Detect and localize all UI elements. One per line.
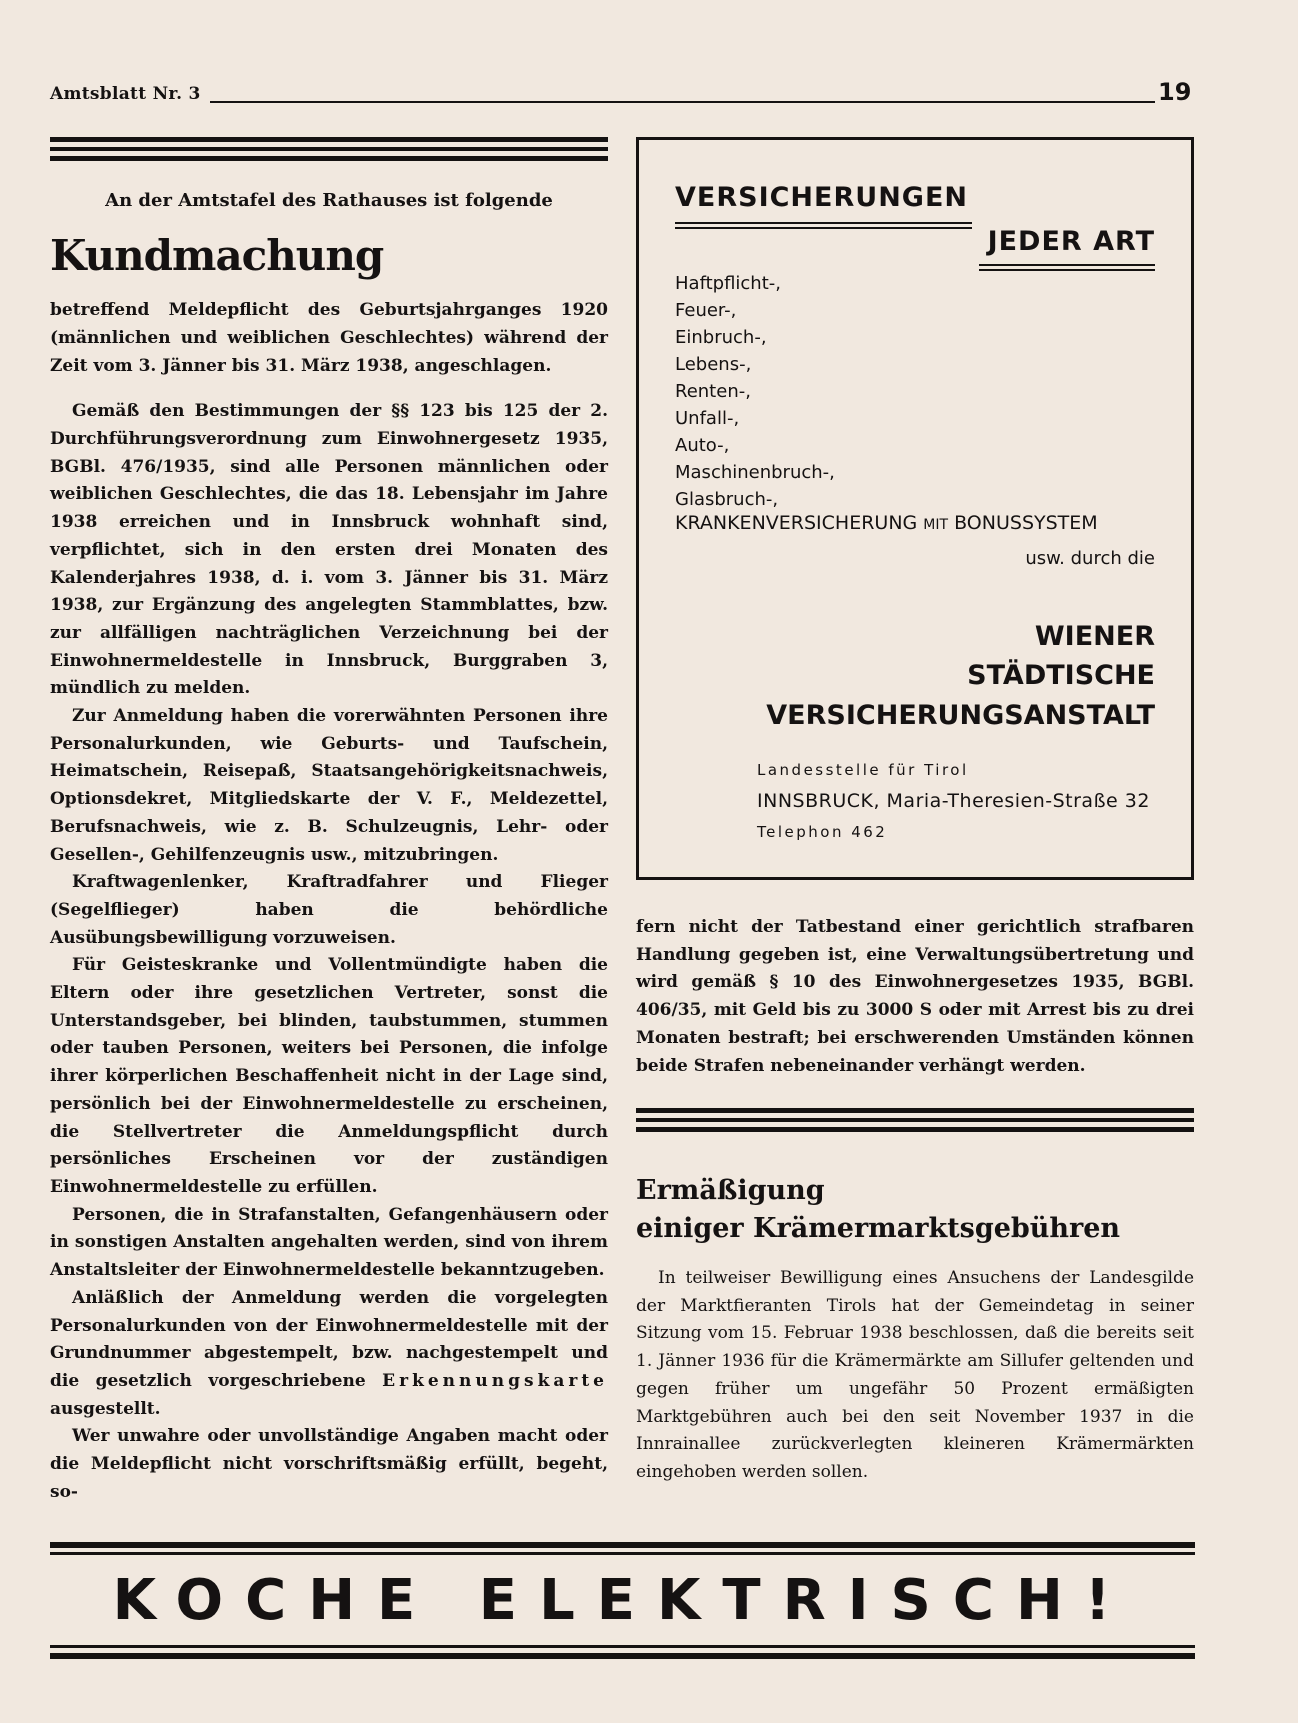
header-rule — [210, 101, 1155, 103]
page-number: 19 — [1158, 78, 1192, 106]
ad-list-item: Glasbruch-, — [675, 489, 779, 510]
right-divider-rule — [636, 1108, 1194, 1132]
ad-subtitle: JEDER ART — [987, 226, 1155, 257]
ad-list-item: Auto-, — [675, 435, 730, 456]
article-paragraph: fern nicht der Tatbestand einer gerichtlich strafbaren Handlung gegeben ist, eine Verwaltungsübertretung und wird gemäß § 10 des Einwohnergesetzes 1935, BGBl. 406/35, mit Geld bis zu 3000 S oder mit Arrest bis zu drei Monaten bestraft; bei erschwerenden Umständen können beide Strafen nebeneinander verhängt werden. — [636, 917, 1194, 1076]
article-intro: An der Amtstafel des Rathauses ist folgende — [105, 190, 553, 211]
bottom-rule-bottom — [50, 1645, 1195, 1659]
article-paragraph: In teilweiser Bewilligung eines Ansuchens der Landesgilde der Marktfieranten Tirols hat der Gemeindetag in seiner Sitzung vom 15. Februar 1938 beschlossen, daß die bereits seit 1. Jänner 1936 für die Krämermärkte am Sillufer geltenden und gegen früher um ungefähr 50 Prozent ermäßigten Marktgebühren auch bei den seit November 1937 in die Innrainallee zurückverlegten kleineren Krämermärkten eingehoben werden sollen. — [636, 1268, 1194, 1482]
ad-list-item: Einbruch-, — [675, 327, 767, 348]
article-paragraph: Wer unwahre oder unvollständige Angaben macht oder die Meldepflicht nicht vorschriftsmäßig erfüllt, begeht, so- — [50, 1426, 608, 1502]
ad-kranken-text: BONUSSYSTEM — [948, 512, 1098, 534]
ad-list-item: Lebens-, — [675, 354, 752, 375]
ad-kranken-mit: MIT — [923, 517, 949, 533]
ad-insurance-list — [675, 270, 835, 513]
ad-title: VERSICHERUNGEN — [675, 182, 968, 213]
bottom-rule-top — [50, 1542, 1195, 1556]
article-text-spaced: Erkennungskarte — [382, 1370, 608, 1391]
article-body — [636, 1265, 1194, 1487]
article-title: Ermäßigung — [636, 1175, 825, 1206]
article-paragraph: Für Geisteskranke und Vollentmündigte haben die Eltern oder ihre gesetzlichen Vertreter, sonst die Unterstandsgeber, bei blinden, taubstummen, stummen oder tauben Personen, weiters bei Personen, die infolge ihrer körperlichen Beschaffenheit nicht in der Lage sind, persönlich bei der Einwohnermeldestelle zu erscheinen, die Stellvertreter die Anmeldungspflicht durch persönliches Erscheinen vor der zuständigen Einwohnermeldestelle zu erfüllen. — [50, 955, 608, 1197]
slogan: KOCHE ELEKTRISCH! — [112, 1568, 1133, 1633]
article-text: Anläßlich der Anmeldung werden die vorgelegten Personalurkunden von der Einwohnermeldestelle mit der Grundnummer abgestempelt, bzw. nachgestempelt und die gesetzlich vorgeschriebene — [50, 1287, 608, 1391]
article-paragraph: Zur Anmeldung haben die vorerwähnten Personen ihre Personalurkunden, wie Geburts- und Taufschein, Heimatschein, Reisepaß, Staatsangehörigkeitsnachweis, Optionsdekret, Mitgliedskarte der V. F., Meldezettel, Berufsnachweis, wie z. B. Schulzeugnis, Lehr- oder Gesellen-, Gehilfenzeugnis usw., mitzubringen. — [50, 706, 608, 865]
header-publication: Amtsblatt Nr. 3 — [50, 84, 201, 104]
left-top-rule — [50, 137, 608, 161]
ad-company-line: STÄDTISCHE — [967, 660, 1155, 691]
article-subtitle: einiger Krämermarktsgebühren — [636, 1213, 1121, 1244]
article-paragraph: Personen, die in Strafanstalten, Gefangenhäusern oder in sonstigen Anstalten angehalten werden, sind von ihrem Anstaltsleiter der Einwohnermeldestelle bekanntzugeben. — [50, 1204, 608, 1281]
ad-subtitle-rule — [979, 264, 1155, 271]
ad-phone: Telephon 462 — [757, 823, 888, 841]
article-headline: Kundmachung — [50, 231, 384, 280]
article-paragraph — [50, 1285, 608, 1424]
ad-list-item: Feuer-, — [675, 300, 737, 321]
ad-landesstelle: Landesstelle für Tirol — [757, 761, 969, 779]
ad-address: INNSBRUCK, Maria-Theresien-Straße 32 — [757, 790, 1150, 812]
ad-list-item: Maschinenbruch-, — [675, 462, 835, 483]
insurance-advertisement — [636, 137, 1194, 880]
ad-kranken-text: KRANKENVERSICHERUNG — [675, 512, 924, 534]
ad-health-insurance — [675, 512, 1098, 534]
ad-company-line: WIENER — [1034, 621, 1155, 652]
ad-list-item: Unfall-, — [675, 408, 740, 429]
ad-usw: usw. durch die — [1025, 548, 1155, 569]
ad-title-rule — [675, 222, 972, 229]
left-column-article — [50, 170, 608, 1506]
article-text: ausgestellt. — [50, 1398, 161, 1419]
article-paragraph: Kraftwagenlenker, Kraftradfahrer und Flieger (Segelflieger) haben die behördliche Ausübungsbewilligung vorzuweisen. — [50, 872, 608, 948]
ad-list-item: Renten-, — [675, 381, 751, 402]
ad-list-item: Haftpflicht-, — [675, 273, 781, 294]
ad-company-line: VERSICHERUNGSANSTALT — [766, 700, 1155, 731]
article-paragraph: Gemäß den Bestimmungen der §§ 123 bis 125 der 2. Durchführungsverordnung zum Einwohnergesetz 1935, BGBl. 476/1935, sind alle Personen männlichen oder weiblichen Geschlechtes, die das 18. Lebensjahr im Jahre 1938 erreichen und in Innsbruck wohnhaft sind, verpflichtet, sich in den ersten drei Monaten des Kalenderjahres 1938, d. i. vom 3. Jänner bis 31. März 1938, zur Ergänzung des angelegten Stammblattes, bzw. zur allfälligen nachträglichen Verzeichnung bei der Einwohnermeldestelle in Innsbruck, Burggraben 3, mündlich zu melden. — [50, 401, 608, 699]
article-paragraph: betreffend Meldepflicht des Geburtsjahrganges 1920 (männlichen und weiblichen Geschlechtes) während der Zeit vom 3. Jänner bis 31. März 1938, angeschlagen. — [50, 300, 608, 376]
article-continuation — [636, 914, 1194, 1080]
